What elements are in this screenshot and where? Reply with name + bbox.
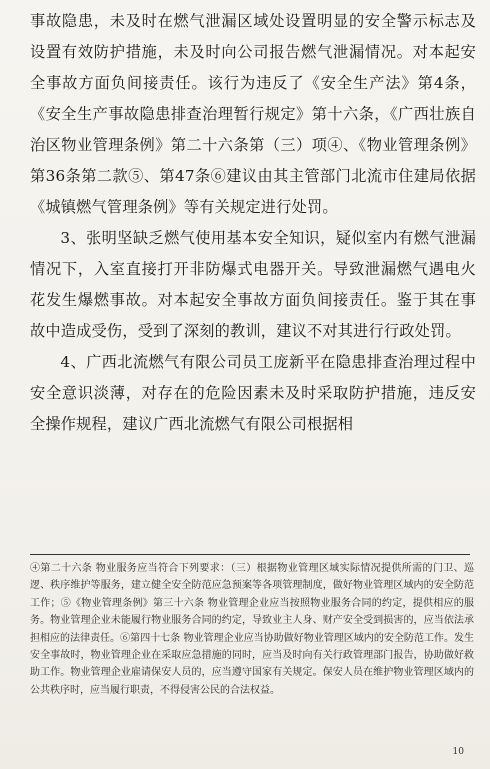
footnote-separator: [30, 554, 470, 555]
body-text: [30, 6, 476, 440]
paragraph-continued: 事故隐患，未及时在燃气泄漏区域处设置明显的安全警示标志及设置有效防护措施，未及时向公司报告燃气泄漏情况。对本起安全事故方面负间接责任。该行为违反了《安全生产法》第4条，《安全生产事故隐患排查治理暂行规定》第十六条，《广西壮族自治区物业管理条例》第二十六条第（三）项④、《物业管理条例》第36条第二款⑤、第47条⑥建议由其主管部门北流市住建局依据《城镇燃气管理条例》等有关规定进行处罚。: [30, 12, 476, 216]
footnote-text: ④第二十六条 物业服务应当符合下列要求：（三）根据物业管理区域实际情况提供所需的门卫、巡逻、秩序维护等服务，建立健全安全防范应急预案等各项管理制度，做好物业管理区域内的安全防范工作；⑤《物业管理条例》第三十六条 物业管理企业应当按照物业服务合同的约定，提供相应的服务。物业管理企业未能履行物业服务合同的约定，导致业主人身、财产安全受到损害的，应当依法承担相应的法律责任。⑥第四十七条 物业管理企业应当协助做好物业管理区域内的安全防范工作。发生安全事故时，物业管理企业在采取应急措施的同时，应当及时向有关行政管理部门报告，协助做好救助工作。物业管理企业雇请保安人员的，应当遵守国家有关规定。保安人员在维护物业管理区域内的公共秩序时，应当履行职责，不得侵害公民的合法权益。: [30, 563, 474, 696]
page-number: 10: [452, 747, 464, 757]
paragraph-item-4: 4、广西北流燃气有限公司员工庞新平在隐患排查治理过程中安全意识淡薄，对存在的危险因素未及时采取防护措施，违反安全操作规程，建议广西北流燃气有限公司根据相: [30, 353, 476, 433]
paragraph-item-3: 3、张明坚缺乏燃气使用基本安全知识，疑似室内有燃气泄漏情况下，入室直接打开非防爆式电器开关。导致泄漏燃气遇电火花发生爆燃事故。对本起安全事故方面负间接责任。鉴于其在事故中造成受伤，受到了深刻的教训，建议不对其进行行政处罚。: [30, 229, 476, 340]
footnotes: [30, 560, 474, 699]
